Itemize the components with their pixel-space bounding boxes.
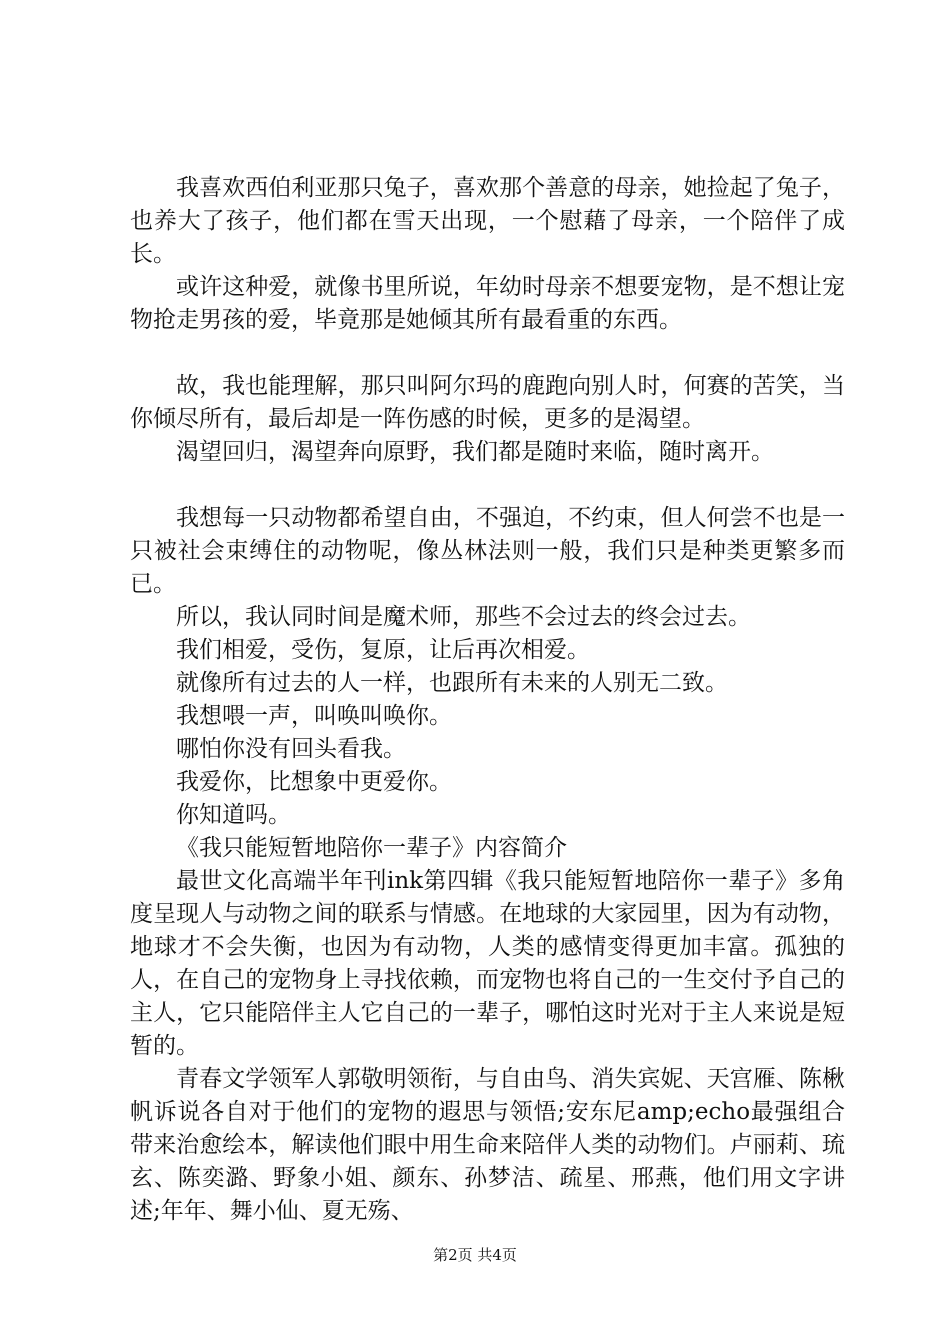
paragraph: 就像所有过去的人一样，也跟所有未来的人别无二致。	[176, 670, 728, 696]
paragraph: 最世文化高端半年刊ink第四辑《我只能短暂地陪你一辈子》多角度呈现人与动物之间的联系与情感。在地球的大家园里，因为有动物，地球才不会失衡，也因为有动物，人类的感情变得更加丰富。孤独的人，在自己的宠物身上寻找依赖，而宠物也将自己的一生交付予自己的主人，它只能陪伴主人它自己的一辈子，哪怕这时光对于主人来说是短暂的。	[130, 868, 845, 1059]
paragraph: 或许这种爱，就像书里所说，年幼时母亲不想要宠物，是不想让宠物抢走男孩的爱，毕竟那是她倾其所有最看重的东西。	[130, 274, 845, 333]
page-footer	[0, 1244, 950, 1265]
page-number: 第2页 共4页	[433, 1246, 517, 1264]
paragraph: 所以，我认同时间是魔术师，那些不会过去的终会过去。	[176, 604, 751, 630]
paragraph: 我想每一只动物都希望自由，不强迫，不约束，但人何尝不也是一只被社会束缚住的动物呢，像丛林法则一般，我们只是种类更繁多而已。	[130, 505, 845, 597]
paragraph: 渴望回归，渴望奔向原野，我们都是随时来临，随时离开。	[176, 439, 774, 465]
section-heading: 《我只能短暂地陪你一辈子》内容简介	[176, 835, 567, 861]
paragraph: 我喜欢西伯利亚那只兔子，喜欢那个善意的母亲，她捡起了兔子，也养大了孩子，他们都在雪天出现，一个慰藉了母亲，一个陪伴了成长。	[130, 175, 845, 267]
paragraph: 故，我也能理解，那只叫阿尔玛的鹿跑向别人时，何赛的苦笑，当你倾尽所有，最后却是一阵伤感的时候，更多的是渴望。	[130, 373, 845, 432]
paragraph: 我爱你，比想象中更爱你。	[176, 769, 452, 795]
paragraph: 我们相爱，受伤，复原，让后再次相爱。	[176, 637, 590, 663]
paragraph: 青春文学领军人郭敬明领衔，与自由鸟、消失宾妮、天宫雁、陈楸帆诉说各自对于他们的宠物的遐思与领悟;安东尼amp;echo最强组合带来治愈绘本，解读他们眼中用生命来陪伴人类的动物们。卢丽莉、琉玄、陈奕潞、野象小姐、颜东、孙梦洁、疏星、邢燕，他们用文字讲述;年年、舞小仙、夏无殇、	[130, 1066, 845, 1224]
paragraph: 你知道吗。	[176, 802, 291, 828]
document-body	[130, 172, 845, 1228]
paragraph: 我想喂一声，叫唤叫唤你。	[176, 703, 452, 729]
paragraph: 哪怕你没有回头看我。	[176, 736, 406, 762]
